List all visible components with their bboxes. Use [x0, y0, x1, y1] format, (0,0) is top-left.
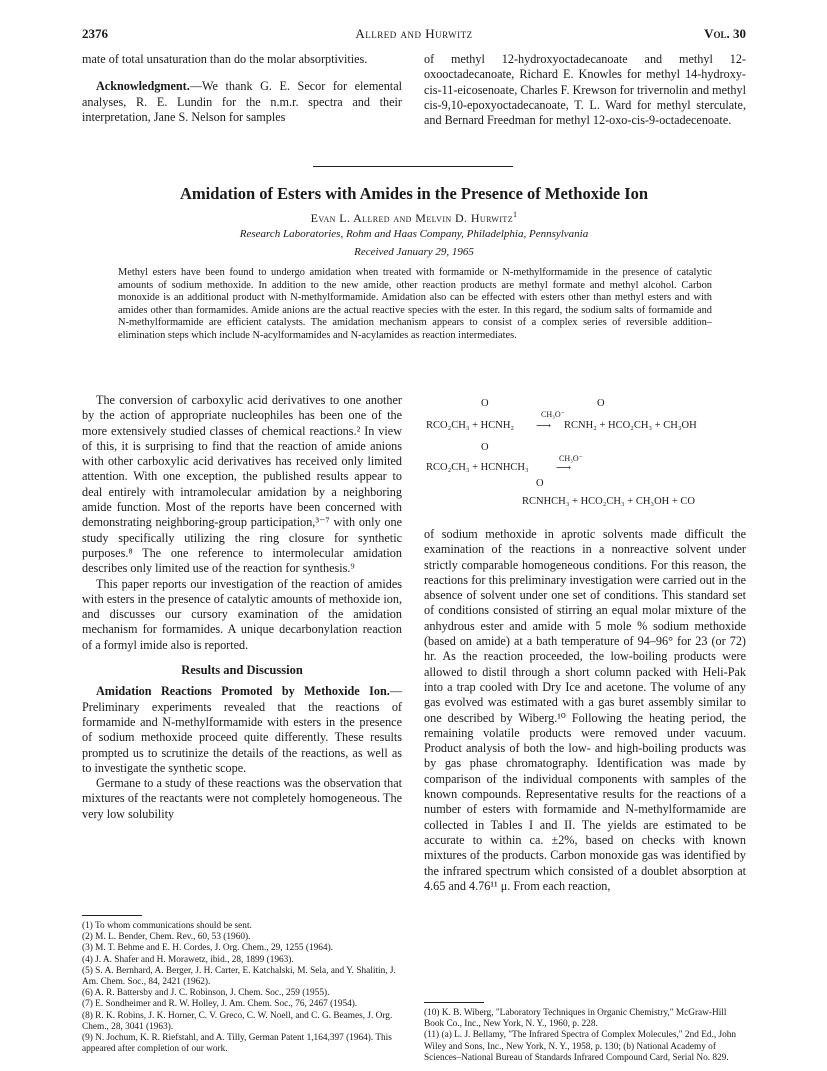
eq2-products: RCNHCH₃ + HCO₂CH₃ + CH₃OH + CO — [522, 496, 696, 507]
subsection-label: Amidation Reactions Promoted by Methoxide Ion. — [96, 684, 390, 699]
article-authors — [82, 210, 746, 226]
left-column-body — [82, 393, 402, 822]
footnote: (4) J. A. Shafer and H. Morawetz, ibid., 28, 1899 (1963). — [82, 954, 294, 965]
right-column-body — [424, 527, 746, 894]
article-title: Amidation of Esters with Amides in the Presence of Methoxide Ion — [179, 184, 649, 203]
footnotes-left — [82, 921, 402, 1055]
intro-paragraph-1: The conversion of carboxylic acid derivatives to one another by the action of appropriate nucleophiles has been one of the more extensively studied classes of chemical reactions.² In view of this, it is surprising to find that the reaction of amide anions with other carboxylic acid derivatives has received only limited attention. With one exception, the published results appear to deal entirely with intramolecular amidation by a neighboring amide function. Most of the reports have been concerned with demonstrating neighboring-group participation,³⁻⁷ with only one study specifically utilizing the ring closure for synthetic purposes.⁸ The one reference to intermolecular amidation describes only limited use of the reaction for synthesis.⁹ — [82, 393, 402, 576]
footnote: (2) M. L. Bender, Chem. Rev., 60, 53 (1960). — [82, 932, 251, 943]
footnote-rule-right — [424, 1002, 484, 1003]
top-left-continuation — [82, 52, 402, 125]
top-right-paragraph: of methyl 12-hydroxyoctadecanoate and methyl 12-oxooctadecanoate, Richard E. Knowles for methyl 14-hydroxy-cis-11-eicosenoate, Charles F. Krewson for trivernolin and methyl cis-9,10-epoxyoctadecanoate, T. L. Ward for methyl sterculate, and Bernard Freedman for methyl 12-oxo-cis-9-octadecenoate. — [424, 52, 746, 128]
footnote-rule-left — [82, 915, 142, 916]
eq2-reactants: RCO₂CH₃ + HCNHCH₃ — [426, 462, 529, 473]
eq1-catalyst: CH₃O⁻ — [541, 410, 565, 419]
top-left-paragraph: mate of total unsaturation than do the molar absorptivities. — [82, 52, 368, 66]
acknowledgment-paragraph — [82, 79, 402, 125]
footnote: (5) S. A. Bernhard, A. Berger, J. H. Carter, E. Katchalski, M. Sela, and Y. Shalitin, J. Am. Chem. Soc., 84, 2421 (1962). — [82, 965, 396, 988]
received-date: Received January 29, 1965 — [354, 246, 474, 258]
eq1-oxygen-1: O — [481, 398, 489, 409]
footnote: (3) M. T. Behme and E. H. Cordes, J. Org. Chem., 29, 1255 (1964). — [82, 943, 333, 954]
eq2-catalyst: CH₃O⁻ — [559, 454, 583, 463]
abstract: Methyl esters have been found to undergo amidation when treated with formamide or N-methylformamide in the presence of catalytic amounts of sodium methoxide. In addition to the new amide, other reaction products are methyl formate and methyl alcohol. Carbon monoxide is an additional product with N-methylformamide. Amidation also can be effected with esters other than methyl esters and with amides other than formamides. Amide anions are the actual reactive species with the ester. In this regard, the sodium salts of formamide and N-methylformamide are efficient catalysts. The amidation mechanism appears to consist of a complex series of reversible addition–elimination steps which include N-acylformamides and N-acylamides as reaction intermediates. — [118, 267, 712, 341]
footnote: (10) K. B. Wiberg, "Laboratory Techniques in Organic Chemistry," McGraw-Hill Book Co., Inc., New York, N. Y., 1960, p. 228. — [424, 1008, 727, 1030]
author-footnote-mark: 1 — [512, 210, 518, 219]
intro-paragraph-2: This paper reports our investigation of the reaction of amides with esters in the presence of catalytic amounts of methoxide ion, and discusses our cursory examination of the amidation mechanism for formamides. A unique decarbonylation reaction of a formyl imide also is reported. — [82, 576, 402, 652]
footnote: (7) E. Sondheimer and R. W. Holley, J. Am. Chem. Soc., 76, 2467 (1954). — [82, 999, 358, 1010]
footnote: (8) R. K. Robins, J. K. Horner, C. V. Greco, C. W. Noell, and C. G. Beames, J. Org. Chem., 28, 3041 (1963). — [82, 1010, 393, 1032]
footnote: (6) A. R. Battersby and J. C. Robinson, J. Chem. Soc., 259 (1955). — [82, 988, 330, 999]
reaction-equations — [424, 398, 746, 516]
volume-label: Vol. 30 — [704, 26, 746, 41]
footnote: (9) N. Jochum, K. R. Riefstahl, and A. Tilly, German Patent 1,164,397 (1964). This appeared after completion of our work. — [82, 1033, 392, 1055]
acknowledgment-label: Acknowledgment. — [96, 79, 190, 94]
section-divider — [313, 166, 513, 167]
subsection-text: —Preliminary experiments revealed that the reactions of formamide and N-methylformamide with esters in the presence of sodium methoxide proceed quite differently. These results prompted us to scrutinize the details of the reactions, as well as to investigate the synthetic scope. — [82, 684, 402, 775]
author-names: Evan L. Allred and Melvin D. Hurwitz — [310, 211, 513, 225]
eq1-reactants: RCO₂CH₃ + HCNH₂ — [426, 420, 515, 431]
section-heading: Results and Discussion — [181, 663, 303, 678]
right-body-paragraph: of sodium methoxide in aprotic solvents made difficult the examination of the reactions in a nonreactive solvent under strictly comparable homogeneous conditions. For this reason, the reactions for this preliminary investigation were carried out in the absence of solvent under one set of conditions. This standard set of conditions consisted of stirring an equal molar mixture of the anhydrous ester and amide with 5 mole % sodium methoxide (based on amide) at a bath temperature of 94–96° for 23 (or 72) hr. As the reaction proceeded, the low-boiling products were allowed to distil through a short column packed with Heli-Pak into a trap cooled with Dry Ice and acetone. The volume of any gas evolved was estimated with a gas buret assembly similar to one described by Wiberg.¹⁰ Following the heating period, the remaining volatile products were removed under vacuum. Product analysis of both the low- and high-boiling products was by gas phase chromatography. Identification was made by comparison of the individual components with samples of the known compounds. Representative results for the reactions of a number of esters with formamide and N-methylformamide are collected in Tables I and II. The yields are estimated to be accurate to within ca. ±2%, based on checks with known mixtures of the products. Carbon monoxide gas was identified by the infrared spectrum which consisted of a doublet absorption at 4.65 and 4.76¹¹ μ. From each reaction, — [424, 527, 746, 893]
footnote: (11) (a) L. J. Bellamy, "The Infrared Spectra of Complex Molecules," 2nd Ed., John Wiley and Sons, Inc., New York, N. Y., 1958, p. 130; (b) National Academy of Sciences–National Bureau of Standards Infrared Compound Card, Serial No. 829. — [424, 1030, 737, 1063]
footnote: (1) To whom communications should be sent. — [82, 921, 252, 931]
article-affiliation: Research Laboratories, Rohm and Haas Company, Philadelphia, Pennsylvania — [239, 228, 589, 240]
subsection-paragraph — [82, 684, 402, 776]
body-paragraph-4: Germane to a study of these reactions was the observation that mixtures of the reactants were not completely homogeneous. The very low solubility — [82, 776, 402, 821]
eq1-oxygen-2: O — [597, 398, 605, 409]
footnotes-right — [424, 1008, 746, 1064]
eq1-arrow: ⟶ — [536, 421, 552, 432]
eq2-arrow: ⟶ — [556, 463, 572, 474]
eq1-products: RCNH₂ + HCO₂CH₃ + CH₃OH — [564, 420, 697, 431]
eq2-oxygen-1: O — [481, 442, 489, 453]
eq2-oxygen-2: O — [536, 478, 544, 489]
running-header — [82, 26, 746, 46]
top-right-continuation — [424, 52, 746, 128]
page-number: 2376 — [82, 26, 108, 41]
acknowledgment-text: —We thank G. E. Secor for elemental analyses, R. E. Lundin for the n.m.r. spectra and their interpretation, Jane S. Nelson for samples — [82, 79, 402, 124]
running-title: Allred and Hurwitz — [355, 26, 473, 41]
